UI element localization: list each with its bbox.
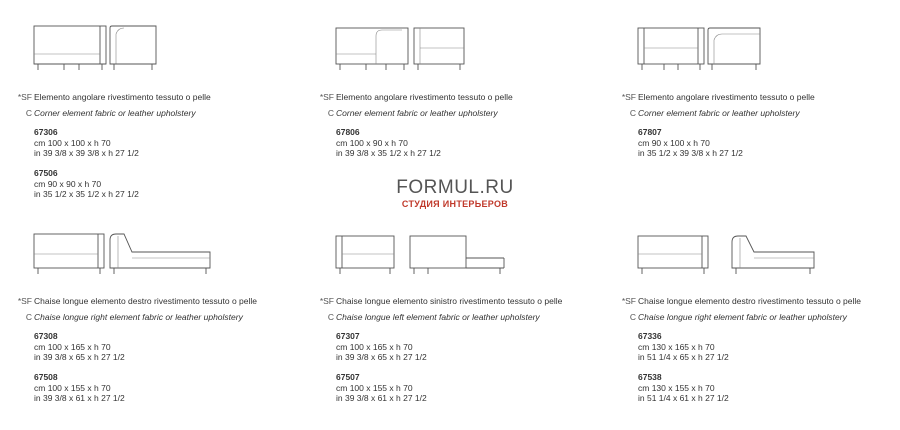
brand-tagline: СТУДИЯ ИНТЕРЬЕРОВ: [401, 199, 509, 209]
sf-code: *SF: [17, 92, 32, 102]
dimensions-cm: cm 90 x 100 x h 70: [638, 138, 710, 148]
dimensions-cm: cm 100 x 90 x h 70: [336, 138, 408, 148]
dimensions-cm: cm 100 x 155 x h 70: [336, 383, 413, 393]
product-cell-corner-1: [14, 18, 294, 199]
chaise-longue-front-side-icon: [618, 222, 818, 290]
title-english: Chaise longue left element fabric or leather upholstery: [336, 312, 540, 322]
sf-code: *SF: [319, 92, 334, 102]
dimensions-cm: cm 130 x 165 x h 70: [638, 342, 715, 352]
variant: [14, 127, 294, 158]
variant: [618, 331, 898, 362]
article-number: 67307: [336, 331, 360, 341]
corner-element-front-side-icon: [618, 18, 798, 86]
variant: [316, 372, 596, 403]
product-cell-chaise-2: [316, 222, 596, 403]
variant: [14, 331, 294, 362]
article-number: 67306: [34, 127, 58, 137]
c-code: C: [25, 108, 32, 118]
brand-logo: [390, 178, 520, 209]
dimensions-in: in 35 1/2 x 35 1/2 x h 27 1/2: [34, 189, 139, 199]
variant: [618, 127, 898, 158]
corner-element-front-side-icon: [14, 18, 194, 86]
title-italian: Chaise longue elemento sinistro rivestimento tessuto o pelle: [336, 296, 563, 306]
dimensions-cm: cm 90 x 90 x h 70: [34, 179, 102, 189]
dimensions-in: in 39 3/8 x 65 x h 27 1/2: [336, 352, 427, 362]
title-italian: Elemento angolare rivestimento tessuto o pelle: [336, 92, 513, 102]
dimensions-in: in 39 3/8 x 35 1/2 x h 27 1/2: [336, 148, 441, 158]
dimensions-in: in 39 3/8 x 39 3/8 x h 27 1/2: [34, 148, 139, 158]
sf-code: *SF: [319, 296, 334, 306]
article-number: 67507: [336, 372, 360, 382]
brand-name: FORMUL.RU: [396, 177, 514, 198]
title-english: Corner element fabric or leather upholstery: [336, 108, 498, 118]
title-italian: Elemento angolare rivestimento tessuto o pelle: [638, 92, 815, 102]
dimensions-in: in 39 3/8 x 61 x h 27 1/2: [34, 393, 125, 403]
article-number: 67508: [34, 372, 58, 382]
c-code: C: [629, 312, 636, 322]
dimensions-in: in 51 1/4 x 61 x h 27 1/2: [638, 393, 729, 403]
product-cell-chaise-3: [618, 222, 898, 403]
corner-element-front-side-icon: [316, 18, 496, 86]
chaise-longue-front-side-icon: [316, 222, 516, 290]
product-cell-corner-2: [316, 18, 596, 158]
article-number: 67336: [638, 331, 662, 341]
dimensions-cm: cm 100 x 100 x h 70: [34, 138, 111, 148]
c-code: C: [327, 312, 334, 322]
variant: [316, 331, 596, 362]
dimensions-in: in 51 1/4 x 65 x h 27 1/2: [638, 352, 729, 362]
product-cell-corner-3: [618, 18, 898, 158]
product-drawing: [618, 18, 898, 86]
article-number: 67538: [638, 372, 662, 382]
c-code: C: [25, 312, 32, 322]
product-drawing: [316, 18, 596, 86]
product-cell-chaise-1: [14, 222, 294, 403]
chaise-longue-front-side-icon: [14, 222, 214, 290]
title-english: Chaise longue right element fabric or leather upholstery: [638, 312, 847, 322]
dimensions-cm: cm 100 x 165 x h 70: [336, 342, 413, 352]
product-drawing: [14, 222, 294, 290]
dimensions-in: in 39 3/8 x 61 x h 27 1/2: [336, 393, 427, 403]
product-drawing: [14, 18, 294, 86]
title-italian: Elemento angolare rivestimento tessuto o pelle: [34, 92, 211, 102]
dimensions-in: in 39 3/8 x 65 x h 27 1/2: [34, 352, 125, 362]
c-code: C: [629, 108, 636, 118]
product-drawing: [316, 222, 596, 290]
dimensions-cm: cm 130 x 155 x h 70: [638, 383, 715, 393]
title-english: Corner element fabric or leather upholstery: [638, 108, 800, 118]
article-number: 67807: [638, 127, 662, 137]
article-number: 67806: [336, 127, 360, 137]
title-italian: Chaise longue elemento destro rivestimento tessuto o pelle: [638, 296, 862, 306]
sf-code: *SF: [621, 92, 636, 102]
variant: [316, 127, 596, 158]
sf-code: *SF: [17, 296, 32, 306]
title-english: Chaise longue right element fabric or leather upholstery: [34, 312, 243, 322]
c-code: C: [327, 108, 334, 118]
dimensions-in: in 35 1/2 x 39 3/8 x h 27 1/2: [638, 148, 743, 158]
variant: [618, 372, 898, 403]
article-number: 67308: [34, 331, 58, 341]
variant: [14, 168, 294, 199]
article-number: 67506: [34, 168, 58, 178]
title-english: Corner element fabric or leather upholstery: [34, 108, 196, 118]
variant: [14, 372, 294, 403]
dimensions-cm: cm 100 x 165 x h 70: [34, 342, 111, 352]
title-italian: Chaise longue elemento destro rivestimento tessuto o pelle: [34, 296, 258, 306]
sf-code: *SF: [621, 296, 636, 306]
product-drawing: [618, 222, 898, 290]
dimensions-cm: cm 100 x 155 x h 70: [34, 383, 111, 393]
